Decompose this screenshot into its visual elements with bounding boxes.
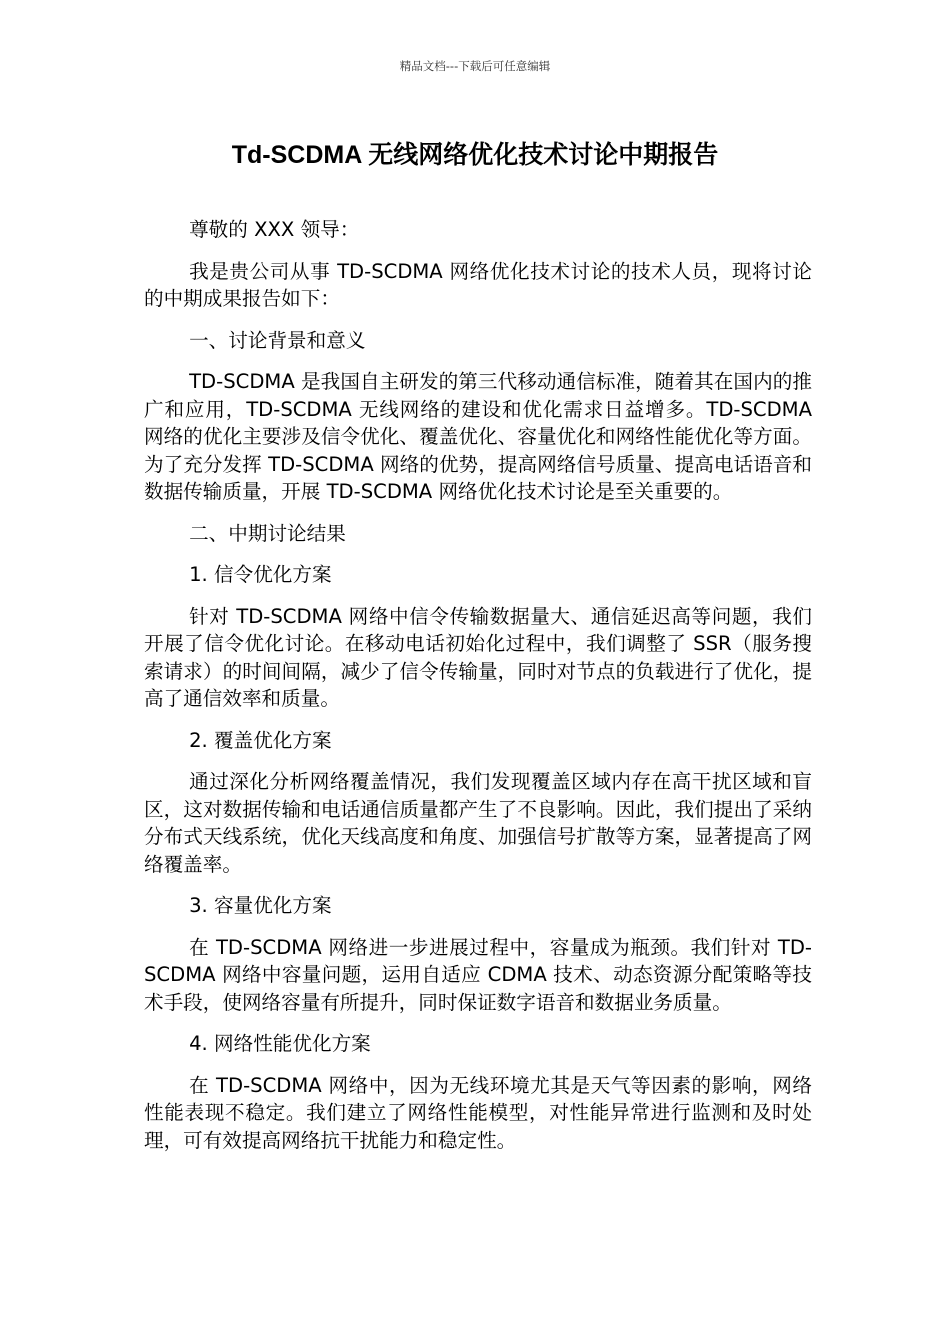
section-heading-results: 二、中期讨论结果 [189,521,346,545]
subheading-signaling: 1. 信令优化方案 [189,563,332,586]
intro-paragraph: 我是贵公司从事 TD-SCDMA 网络优化技术讨论的技术人员，现将讨论的中期成果报告如下： [144,259,812,310]
capacity-paragraph: 在 TD-SCDMA 网络进一步进展过程中，容量成为瓶颈。我们针对 TD-SCDMA 网络中容量问题，运用自适应 CDMA 技术、动态资源分配策略等技术手段，使网络容量有所提升，同时保证数字语音和数据业务质量。 [144,935,812,1014]
document-title: Td-SCDMA 无线网络优化技术讨论中期报告 [231,141,719,169]
background-paragraph: TD-SCDMA 是我国自主研发的第三代移动通信标准，随着其在国内的推广和应用，TD-SCDMA 无线网络的建设和优化需求日益增多。TD-SCDMA 网络的优化主要涉及信令优化、覆盖优化、容量优化和网络性能优化等方面。为了充分发挥 TD-SCDMA 网络的优势，提高网络信号质量、提高电话语音和数据传输质量，开展 TD-SCDMA 网络优化技术讨论是至关重要的。 [144,370,812,503]
signaling-paragraph: 针对 TD-SCDMA 网络中信令传输数据量大、通信延迟高等问题，我们开展了信令优化讨论。在移动电话初始化过程中，我们调整了 SSR（服务搜索请求）的时间间隔，减少了信令传输量，同时对节点的负载进行了优化，提高了通信效率和质量。 [144,604,812,710]
performance-paragraph: 在 TD-SCDMA 网络中，因为无线环境尤其是天气等因素的影响，网络性能表现不稳定。我们建立了网络性能模型，对性能异常进行监测和及时处理，可有效提高网络抗干扰能力和稳定性。 [144,1073,812,1152]
coverage-paragraph: 通过深化分析网络覆盖情况，我们发现覆盖区域内存在高干扰区域和盲区，这对数据传输和电话通信质量都产生了不良影响。因此，我们提出了采纳分布式天线系统，优化天线高度和角度、加强信号扩散等方案，显著提高了网络覆盖率。 [144,770,812,876]
subheading-capacity: 3. 容量优化方案 [189,894,332,917]
salutation: 尊敬的 XXX 领导： [189,218,360,241]
section-heading-background: 一、讨论背景和意义 [189,328,366,352]
subheading-performance: 4. 网络性能优化方案 [189,1032,371,1055]
document-body [144,216,812,1168]
subheading-coverage: 2. 覆盖优化方案 [189,728,332,752]
running-header: 精品文档---下载后可任意编辑 [399,59,551,73]
